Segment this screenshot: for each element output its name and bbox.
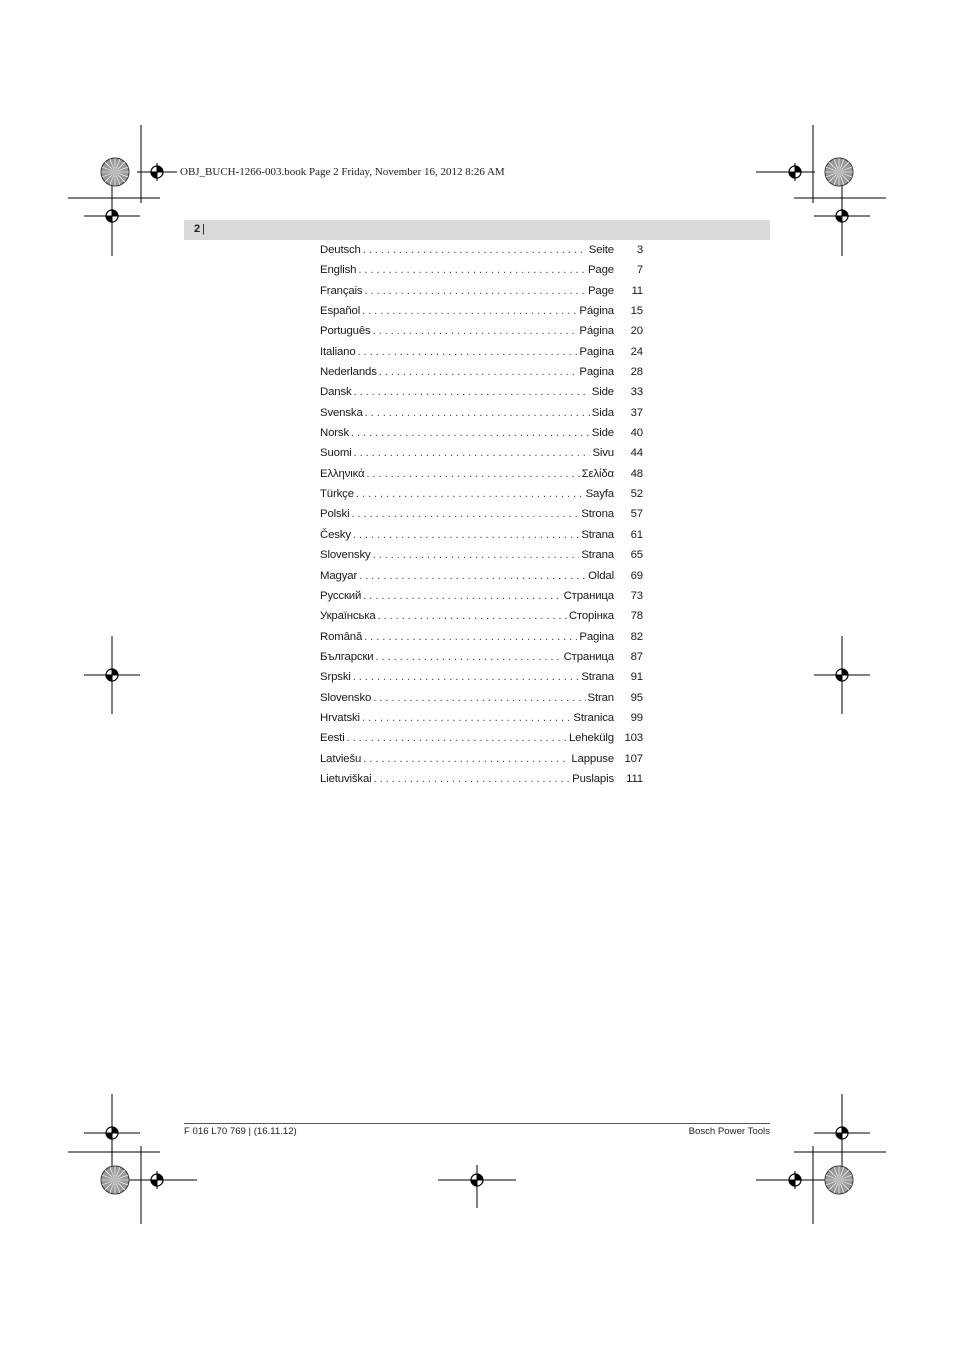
toc-page-number: 57 [630, 508, 643, 521]
toc-language: Norsk [320, 427, 349, 440]
toc-page-word: Stran [587, 691, 614, 704]
toc-page-word: Strona [581, 508, 614, 521]
toc-page-number: 33 [630, 386, 643, 399]
page-number-value: 2 [194, 223, 201, 235]
toc-page-word: Page [587, 264, 614, 277]
footer-brand: Bosch Power Tools [688, 1126, 770, 1137]
toc-page-number: 28 [630, 366, 643, 379]
toc-language: Български [320, 650, 374, 663]
toc-page-number: 52 [630, 488, 643, 501]
print-slug: OBJ_BUCH-1266-003.book Page 2 Friday, November 16, 2012 8:26 AM [180, 166, 505, 178]
toc-language: Suomi [320, 447, 352, 460]
toc-language: Lietuviškai [320, 772, 372, 785]
toc-page-word: Sida [591, 406, 614, 419]
toc-language: Dansk [320, 386, 352, 399]
toc-language: Latviešu [320, 752, 362, 765]
toc-page-word: Side [591, 386, 614, 399]
toc-page-number: 107 [624, 752, 643, 765]
toc-page-number: 3 [636, 244, 643, 256]
toc-page-number: 95 [630, 691, 643, 704]
toc-language: Magyar [320, 569, 358, 582]
footer-document-number: F 016 L70 769 | (16.11.12) [184, 1126, 297, 1137]
toc-language: Hrvatski [320, 711, 360, 724]
toc-page-word: Lehekülg [568, 732, 614, 745]
toc-page-word: Pagina [579, 366, 614, 379]
toc-page-number: 69 [630, 569, 643, 582]
toc-language: Español [320, 305, 361, 318]
toc-language: Português [320, 325, 371, 338]
toc-page-word: Pagina [579, 630, 614, 643]
toc-page-number: 24 [630, 345, 643, 358]
toc-page-number: 11 [631, 284, 643, 297]
toc-page-word: Página [579, 305, 614, 318]
toc-language: Français [320, 284, 363, 297]
toc-page-word: Sivu [592, 447, 614, 460]
toc-page-word: Strana [581, 528, 614, 541]
toc-page-word: Страница [563, 650, 614, 663]
toc-page-number: 37 [630, 406, 643, 419]
toc-page-word: Pagina [579, 345, 614, 358]
toc-page-number: 82 [630, 630, 643, 643]
toc-page-word: Страница [563, 589, 614, 602]
toc-language: English [320, 264, 357, 277]
toc-language: Slovensko [320, 691, 372, 704]
toc-language: Ελληνικά [320, 467, 365, 480]
toc-language: Česky [320, 528, 351, 541]
toc-language: Svenska [320, 406, 363, 419]
toc-page-number: 73 [630, 589, 643, 602]
toc-page-number: 40 [630, 427, 643, 440]
toc-page-word: Oldal [588, 569, 614, 582]
toc-page-word: Puslapis [572, 772, 614, 785]
toc-page-number: 91 [630, 671, 643, 684]
toc-language: Polski [320, 508, 350, 521]
registration-mark-icon [84, 163, 870, 1208]
toc-language: Slovensky [320, 549, 371, 562]
toc-page-number: 15 [630, 305, 643, 318]
toc-page-number: 48 [630, 467, 643, 480]
toc-language: Eesti [320, 732, 345, 745]
toc-page-number: 61 [630, 528, 643, 541]
toc-language: Nederlands [320, 366, 377, 379]
toc-page-number: 99 [630, 711, 643, 724]
toc-page-word: Lappuse [571, 752, 614, 765]
toc-page-word: Page [587, 284, 614, 297]
toc-page-word: Strana [581, 671, 614, 684]
toc-page-number: 103 [624, 732, 643, 745]
toc-language: Srpski [320, 671, 351, 684]
toc-language: Română [320, 630, 363, 643]
toc-page-word: Stranica [573, 711, 614, 724]
toc-page-number: 20 [630, 325, 643, 338]
toc-page-word: Σελίδα [581, 467, 614, 480]
toc-page-word: Strana [581, 549, 614, 562]
toc-language: Українська [320, 610, 376, 623]
toc-language: Deutsch [320, 244, 361, 256]
toc-page-number: 7 [636, 264, 643, 277]
toc-page-word: Сторінка [568, 610, 614, 623]
toc-language: Italiano [320, 345, 356, 358]
toc-page-word: Sayfa [585, 488, 614, 501]
toc-page-word: Seite [588, 244, 614, 256]
toc-language: Русский [320, 589, 362, 602]
toc-page-number: 87 [630, 650, 643, 663]
page-number-separator: | [202, 223, 205, 235]
toc-page-number: 78 [630, 610, 643, 623]
toc-page-word: Página [579, 325, 614, 338]
toc-page-number: 44 [630, 447, 643, 460]
color-wheel-icon [101, 158, 853, 1194]
toc-language: Türkçe [320, 488, 354, 501]
toc-page-number: 65 [630, 549, 643, 562]
toc-page-number: 111 [626, 772, 643, 785]
toc-page-word: Side [591, 427, 614, 440]
